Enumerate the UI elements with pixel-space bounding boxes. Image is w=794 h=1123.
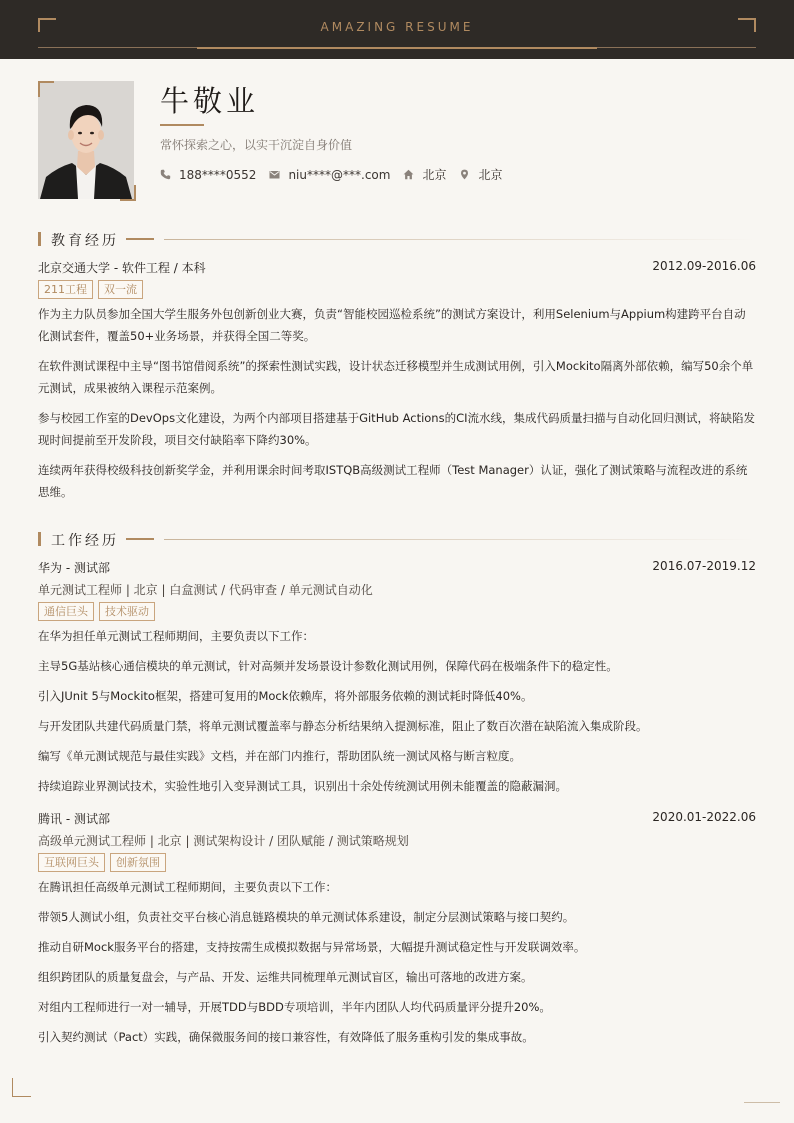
- tag: 互联网巨头: [38, 853, 105, 872]
- tag: 211工程: [38, 280, 93, 299]
- education-paragraph: 在软件测试课程中主导“图书馆借阅系统”的探索性测试实践，设计状态迁移模型并生成测试用例，引入Mockito隔离外部依赖，编写50余个单元测试，成果被纳入课程示范案例。: [38, 359, 754, 395]
- banner-title: AMAZING RESUME: [320, 20, 474, 34]
- job-date: 2016.07-2019.12: [652, 559, 756, 573]
- footer-corner-left: [12, 1078, 31, 1097]
- job-role: 高级单元测试工程师 | 北京 | 测试架构设计 / 团队赋能 / 测试策略规划: [38, 834, 409, 848]
- job-item: 推动自研Mock服务平台的搭建，支持按需生成模拟数据与异常场景，大幅提升测试稳定性与开发联调效率。: [38, 940, 586, 954]
- mail-icon: [269, 169, 280, 180]
- job-company: 华为 - 测试部: [38, 561, 110, 575]
- section-divider: [164, 539, 756, 540]
- location-pin-icon: [459, 169, 470, 180]
- job-item: 主导5G基站核心通信模块的单元测试，针对高频并发场景设计参数化测试用例，保障代码在极端条件下的稳定性。: [38, 659, 618, 673]
- banner-divider-accent: [197, 47, 597, 49]
- job-role: 单元测试工程师 | 北京 | 白盒测试 / 代码审查 / 单元测试自动化: [38, 583, 373, 597]
- photo-corner-bottom-right: [120, 185, 136, 201]
- section-marker: [38, 232, 41, 246]
- tag: 双一流: [98, 280, 143, 299]
- job-item: 引入JUnit 5与Mockito框架，搭建可复用的Mock依赖库，将外部服务依赖的测试耗时降低40%。: [38, 689, 533, 703]
- section-header-education: [38, 231, 756, 247]
- job-date: 2020.01-2022.06: [652, 810, 756, 824]
- job-item: 引入契约测试（Pact）实践，确保微服务间的接口兼容性，有效降低了服务重构引发的集成事故。: [38, 1030, 534, 1044]
- contact-location: [459, 166, 502, 183]
- contact-list: [160, 166, 515, 183]
- top-banner: [0, 0, 794, 59]
- education-date: 2012.09-2016.06: [652, 259, 756, 273]
- contact-email-text: niu****@***.com: [288, 167, 391, 182]
- job-intro: 在华为担任单元测试工程师期间，主要负责以下工作：: [38, 629, 314, 643]
- profile-photo: [38, 81, 134, 199]
- job-item: 与开发团队共建代码质量门禁，将单元测试覆盖率与静态分析结果纳入提测标准，阻止了数百次潜在缺陷流入集成阶段。: [38, 719, 648, 733]
- tag: 通信巨头: [38, 602, 94, 621]
- tag: 创新氛围: [110, 853, 166, 872]
- education-paragraph: 作为主力队员参加全国大学生服务外包创新创业大赛，负责“智能校园巡检系统”的测试方案设计，利用Selenium与Appium构建跨平台自动化测试套件，覆盖50+业务场景，并获得全国二等奖。: [38, 307, 746, 343]
- contact-email: [269, 168, 390, 182]
- job-item: 持续追踪业界测试技术，实验性地引入变异测试工具，识别出十余处传统测试用例未能覆盖的隐蔽漏洞。: [38, 779, 567, 793]
- candidate-name: 牛敬业: [160, 84, 260, 118]
- job-item: 编写《单元测试规范与最佳实践》文档，并在部门内推行，帮助团队统一测试风格与断言粒度。: [38, 749, 521, 763]
- job-item: 组织跨团队的质量复盘会，与产品、开发、运维共同梳理单元测试盲区，输出可落地的改进方案。: [38, 970, 533, 984]
- section-accent-line: [126, 538, 154, 540]
- footer-line-right: [744, 1102, 780, 1103]
- education-tags: [38, 280, 148, 299]
- contact-phone: [160, 168, 256, 182]
- education-school: 北京交通大学 - 软件工程 / 本科: [38, 261, 206, 275]
- education-paragraph: 参与校园工作室的DevOps文化建设，为两个内部项目搭建基于GitHub Actions的CI流水线，集成代码质量扫描与自动化回归测试，将缺陷发现时间提前至开发阶段，项目交付缺陷率下降约30%。: [38, 411, 756, 447]
- contact-location-text: 北京: [478, 168, 503, 182]
- home-icon: [403, 169, 414, 180]
- candidate-motto: 常怀探索之心，以实干沉淀自身价值: [160, 138, 353, 152]
- job-item: 带领5人测试小组，负责社交平台核心消息链路模块的单元测试体系建设，制定分层测试策略与接口契约。: [38, 910, 575, 924]
- name-underline: [160, 124, 204, 126]
- tag: 技术驱动: [99, 602, 155, 621]
- section-accent-line: [126, 238, 154, 240]
- contact-home-text: 北京: [422, 168, 447, 182]
- job-intro: 在腾讯担任高级单元测试工程师期间，主要负责以下工作：: [38, 880, 337, 894]
- phone-icon: [160, 169, 171, 180]
- section-marker: [38, 532, 41, 546]
- section-header-work: [38, 531, 756, 547]
- job-company: 腾讯 - 测试部: [38, 812, 110, 826]
- education-paragraph: 连续两年获得校级科技创新奖学金，并利用课余时间考取ISTQB高级测试工程师（Test Manager）认证，强化了测试策略与流程改进的系统思维。: [38, 463, 748, 499]
- section-title-education: 教育经历: [51, 233, 119, 249]
- job-item: 对组内工程师进行一对一辅导，开展TDD与BDD专项培训，半年内团队人均代码质量评分提升20%。: [38, 1000, 551, 1014]
- job-tags: [38, 853, 171, 872]
- contact-home: [403, 166, 446, 183]
- contact-phone-text: 188****0552: [179, 167, 257, 182]
- section-title-work: 工作经历: [51, 533, 119, 549]
- section-divider: [164, 239, 756, 240]
- job-tags: [38, 602, 160, 621]
- photo-corner-top-left: [38, 81, 54, 97]
